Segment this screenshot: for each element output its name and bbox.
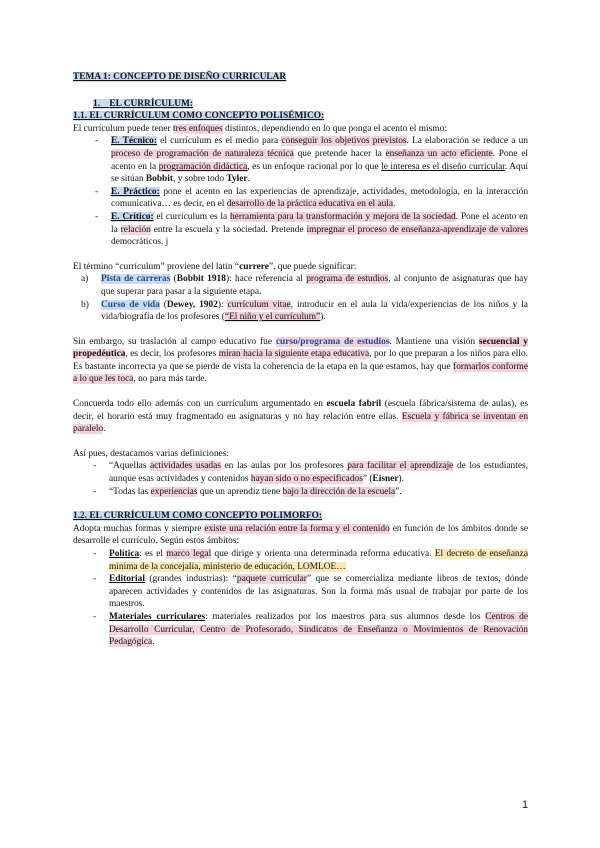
definicion-eisner: - “Aquellas actividades usadas en las aulas por los profesores para facilitar el aprendizaje de los estudiantes, aunque esas actividades y contenidos hayan sido o no especificados” (Eisner). [73,460,528,485]
enfoques-list [73,135,528,248]
page-number: 1 [522,799,529,811]
ambito-editorial: - Editorial (grandes industrias): “paquete curricular” que se comercializa mediante libros de textos, dónde aparecen actividades y contenidos de las asignaturas. Son la forma más usual de trabajar por parte de los maestros. [73,573,528,611]
polimorfo-paragraph: Adopta muchas formas y siempre existe una relación entre la forma y el contenido en función de los ámbitos donde se desarrolle el currículo. Según estos ámbitos: [73,523,528,547]
enfoque-practico: - E. Práctico: pone el acento en las experiencias de aprendizaje, actividades, metodología, en la interacción comunicativa… es decir, en el desarrollo de la práctica educativa en el aula. [73,186,528,211]
significado-pista-carreras: a) Pista de carreras (Bobbit 1918): hace referencia al programa de estudios, al conjunto de asignaturas que hay que superar para pasar a la siguiente etapa. [81,274,528,297]
definicion-experiencias: - “Todas las experiencias que un aprendiz tiene bajo la dirección de la escuela”. [73,486,528,499]
subsection-heading-1-1: 1.1. EL CURRÍCULUM COMO CONCEPTO POLISÉMICO: [73,111,325,122]
document-title: TEMA 1: CONCEPTO DE DISEÑO CURRICULAR [73,72,287,82]
fabril-paragraph: Concuerda todo ello además con un currículum argumentado en escuela fabril (escuela fábrica/sistema de aulas), es decir, el horario está muy fragmentado en asignaturas y no hay relación entre ellas. Escuela y fábrica se inventan en paralelo. [73,399,529,435]
subsection-heading-1-2: 1.2. EL CURRÍCULUM COMO CONCEPTO POLIMORFO: [73,511,323,522]
enfoque-critico: - E. Crítico: el currículum es la herramienta para la transformación y mejora de la sociedad. Pone el acento en la relación entre la escuela y la sociedad. Pretende impregnar el proceso de enseñanza-aprendizaje de valores democráticos. j [73,211,528,249]
definiciones-intro: Así pues, destacamos varias definiciones: [73,448,229,459]
significados-list [73,273,528,323]
enfoque-tecnico: - E. Técnico: el currículum es el medio para conseguir los objetivos previstos. La elaboración se reduce a un proceso de programación de naturaleza técnica que pretende hacer la enseñanza un acto eficiente. Pone el acento en la programación didáctica, es un enfoque racional por lo que le interesa es el diseño curricular. Aquí se sitúan Bobbit, y sobre todo Tyler. [73,135,528,185]
etimologia-paragraph: El término “currículum” proviene del latín “currere”, que puede significar: [73,261,357,272]
intro-paragraph: El currículum puede tener tres enfoques distintos, dependiendo en lo que ponga el acento el mismo: [73,123,447,134]
significado-curso-vida: b) Curso de vida (Dewey, 1902): currículum vitae, introducir en el aula la vida/experiencias de los niños y la vida/biografía de los profesores (“El niño y el currículum”). [81,299,528,323]
ambito-materiales: - Materiales curriculares: materiales realizados por los maestros para sus alumnos desde los Centros de Desarrollo Curricular, Centro de Profesorado, Sindicatos de Enseñanza o Movimientos de Renovación Pedagógica. [73,611,528,649]
section-heading: 1. EL CURRÍCULUM: [93,98,194,109]
ambitos-list [73,548,528,649]
document-body [73,71,528,649]
ambito-politica: - Política: es el marco legal que dirige y orienta una determinada reforma educativa. El decreto de enseñanza mínima de la concejalía, ministerio de educación, LOMLOE… [73,548,528,573]
definiciones-list [73,460,528,498]
traslacion-paragraph: Sin embargo, su traslación al campo educativo fue curso/programa de estudios. Mantiene una visión secuencial y propedéutica, es decir, los profesores miran hacia la siguiente etapa educativa, por lo que preparan a los niños para ello. Es bastante incorrecta ya que se pierde de vista la coherencia de la etapa en la que estamos, hay que formarlos conforme a lo que les toca, no para más tarde. [73,336,528,385]
